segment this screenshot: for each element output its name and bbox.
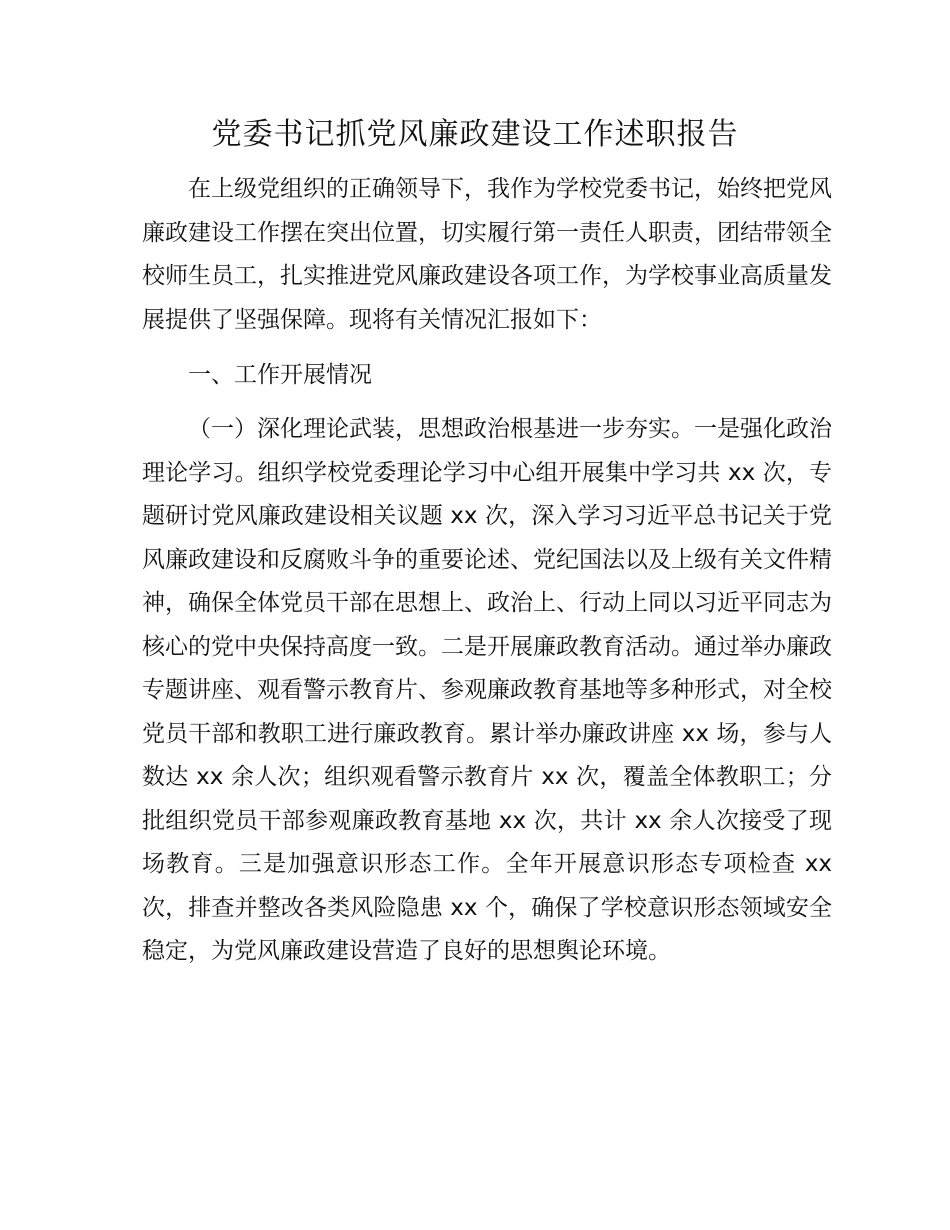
section-heading: 一、工作开展情况 [188,362,372,388]
intro-paragraph: 在上级党组织的正确领导下，我作为学校党委书记，始终把党风廉政建设工作摆在突出位置，切实履行第一责任人职责，团结带领全校师生员工，扎实推进党风廉政建设各项工作，为学校事业高质量发展提供了坚强保障。现将有关情况汇报如下： [142,176,832,333]
section-paragraph: （一）深化理论武装，思想政治根基进一步夯实。一是强化政治理论学习。组织学校党委理论学习中心组开展集中学习共 xx 次，专题研讨党风廉政建设相关议题 xx 次，深入学习习近平总书记关于党风廉政建设和反腐败斗争的重要论述、党纪国法以及上级有关文件精神，确保全体党员干部在思想上、政治上、行动上同以习近平同志为核心的党中央保持高度一致。二是开展廉政教育活动。通过举办廉政专题讲座、观看警示教育片、参观廉政教育基地等多种形式，对全校党员干部和教职工进行廉政教育。累计举办廉政讲座 xx 场，参与人数达 xx 余人次；组织观看警示教育片 xx 次，覆盖全体教职工；分批组织党员干部参观廉政教育基地 xx 次，共计 xx 余人次接受了现场教育。三是加强意识形态工作。全年开展意识形态专项检查 xx 次，排查并整改各类风险隐患 xx 个，确保了学校意识形态领域安全稳定，为党风廉政建设营造了良好的思想舆论环境。 [142,416,832,964]
document-title: 党委书记抓党风廉政建设工作述职报告 [211,117,739,152]
